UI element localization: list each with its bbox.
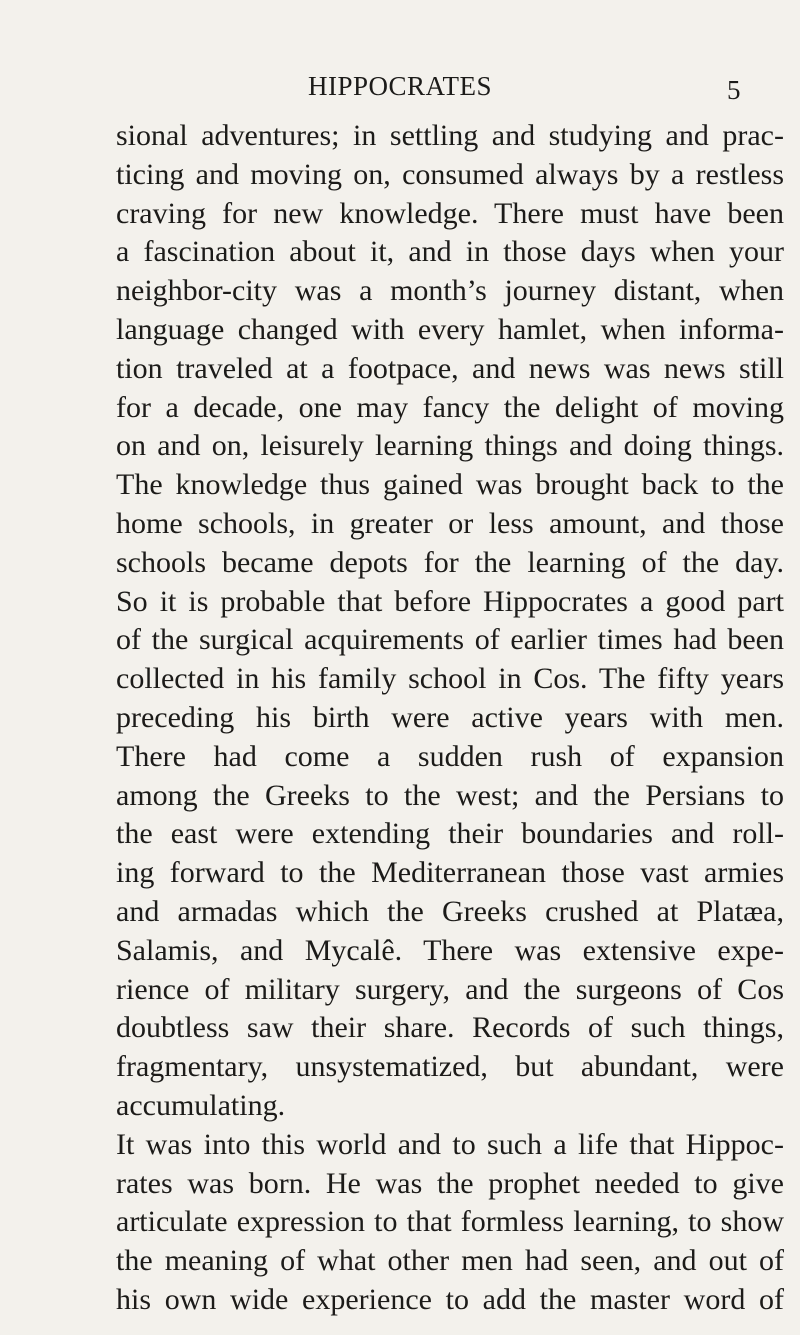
text-line: preceding his birth were active years with men.: [116, 700, 784, 734]
text-line: rience of military surgery, and the surgeons of Cos: [116, 972, 784, 1006]
text-line: collected in his family school in Cos. The fifty years: [116, 662, 784, 696]
text-line: of the surgical acquirements of earlier times had been: [116, 623, 784, 657]
text-line: language changed with every hamlet, when informa-: [116, 312, 784, 346]
text-line: rates was born. He was the prophet needed to give: [116, 1166, 784, 1200]
text-line: a fascination about it, and in those days when your: [116, 235, 784, 269]
text-line: the meaning of what other men had seen, and out of: [116, 1244, 784, 1278]
text-line: sional adventures; in settling and studying and prac-: [116, 119, 784, 152]
text-line: his own wide experience to add the master word of: [116, 1282, 784, 1316]
text-line: fragmentary, unsystematized, but abundant, were: [116, 1050, 784, 1084]
text-line: Salamis, and Mycalê. There was extensive expe-: [116, 933, 784, 967]
page-number: 5: [727, 75, 741, 105]
text-line: There had come a sudden rush of expansion: [116, 739, 784, 773]
text-line: ing forward to the Mediterranean those vast armies: [116, 856, 784, 890]
text-line: ticing and moving on, consumed always by a restless: [116, 157, 784, 191]
text-line: craving for new knowledge. There must have been: [116, 196, 784, 230]
text-line: It was into this world and to such a life that Hippoc-: [116, 1127, 784, 1161]
text-line: the east were extending their boundaries and roll-: [116, 817, 784, 851]
text-line: articulate expression to that formless learning, to show: [116, 1205, 784, 1239]
text-line: doubtless saw their share. Records of such things,: [116, 1011, 784, 1045]
text-line: neighbor-city was a month’s journey distant, when: [116, 274, 784, 308]
text-line: for a decade, one may fancy the delight of moving: [116, 390, 784, 424]
text-line: and armadas which the Greeks crushed at Platæa,: [116, 894, 784, 928]
text-line: So it is probable that before Hippocrates a good part: [116, 584, 784, 618]
text-line: among the Greeks to the west; and the Persians to: [116, 778, 784, 812]
running-title: HIPPOCRATES: [307, 71, 493, 101]
body-text: [116, 117, 784, 1320]
running-head: [0, 66, 800, 106]
text-line: home schools, in greater or less amount, and those: [116, 506, 784, 540]
text-line: tion traveled at a footpace, and news was news still: [116, 351, 784, 385]
text-line: The knowledge thus gained was brought back to the: [116, 468, 784, 502]
text-line: on and on, leisurely learning things and doing things.: [116, 429, 784, 463]
text-line: schools became depots for the learning of the day.: [116, 545, 784, 579]
text-line: accumulating.: [116, 1088, 286, 1122]
